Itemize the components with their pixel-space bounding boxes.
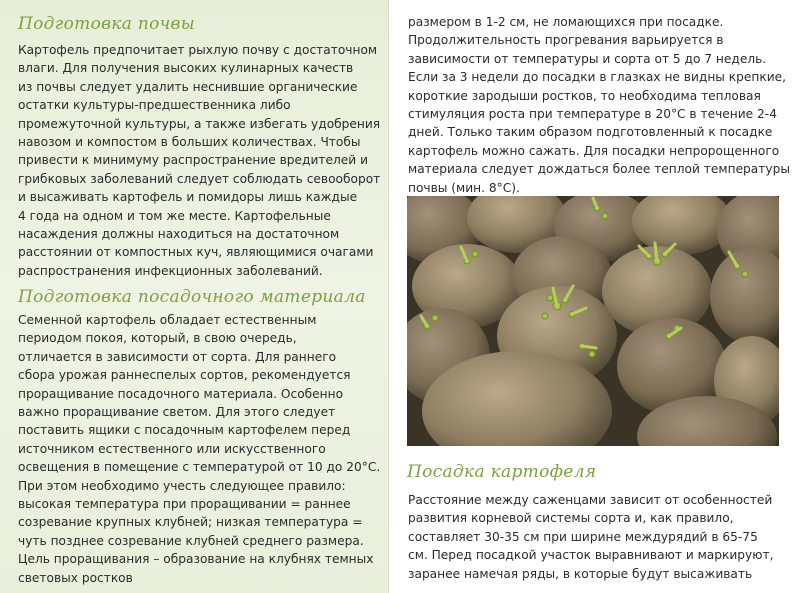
soil-heading: Подготовка почвы — [18, 14, 195, 34]
text-line: отличается в зависимости от сорта. Для раннего — [18, 349, 337, 364]
text-line: привести к минимуму распространение вредителей и — [18, 153, 368, 168]
text-line: сбора урожая раннеспелых сортов, рекомендуется — [18, 368, 351, 383]
text-line: 4 года на одном и том же месте. Картофельные — [18, 208, 331, 223]
text-line: грибковых заболеваний следует соблюдать севооборот — [18, 171, 381, 186]
text-line: световых ростков — [18, 570, 133, 585]
sprouted-potatoes-photo — [407, 196, 779, 446]
text-line: материала следует дождаться более теплой температуры — [408, 162, 790, 177]
text-line: короткие зародыши ростков, то необходима тепловая — [408, 88, 761, 103]
planting-paragraph — [408, 491, 773, 583]
text-line: Расстояние между саженцами зависит от особенностей — [408, 493, 773, 507]
text-line: Продолжительность прогревания варьируется в — [408, 33, 724, 48]
continuation-paragraph — [408, 13, 790, 197]
text-line: развития корневой системы сорта и, как правило, — [408, 511, 734, 526]
text-line: из почвы следует удалить неснившие органические — [18, 79, 358, 94]
text-line: периодом покоя, который, в свою очередь, — [18, 331, 297, 346]
seed-paragraph — [18, 311, 380, 587]
text-line: влаги. Для получения высоких кулинарных качеств — [18, 61, 354, 76]
text-line: насаждения должны находиться на достаточном — [18, 227, 340, 242]
text-line: чуть позднее созревание клубней среднего размера. — [18, 533, 364, 548]
text-line: Картофель предпочитает рыхлую почву с достаточном — [18, 43, 378, 57]
text-line: стимуляция роста при температуре в 20°С в течение 2-4 — [408, 107, 777, 122]
text-line: источником естественного или искусственного — [18, 441, 326, 456]
text-line: созревание крупных клубней; низкая температура = — [18, 515, 363, 530]
seed-heading: Подготовка посадочного материала — [18, 287, 366, 307]
text-line: остатки культуры-предшественника либо — [18, 98, 291, 113]
text-line: см. Перед посадкой участок выравнивают и маркируют, — [408, 548, 774, 563]
text-line: поставить ящики с посадочным картофелем перед — [18, 423, 351, 438]
text-line: высокая температура при проращивании = раннее — [18, 497, 351, 512]
text-line: проращивание посадочного материала. Особенно — [18, 386, 344, 401]
text-line: освещения в помещение с температурой от 10 до 20°С. — [18, 460, 381, 475]
text-line: Если за 3 недели до посадки в глазках не видны крепкие, — [408, 70, 787, 85]
text-line: При этом необходимо учесть следующее правило: — [18, 478, 346, 493]
text-line: составляет 30-35 см при ширине междурядий в 65-75 — [408, 529, 758, 544]
text-line: и высаживать картофель и помидоры лишь каждые — [18, 190, 358, 205]
text-line: Цель проращивания – образование на клубнях темных — [18, 552, 374, 567]
text-line: зависимости от температуры и сорта от 5 до 7 недель. — [408, 51, 767, 66]
text-line: Семенной картофель обладает естественным — [18, 313, 317, 327]
text-line: распространения инфекционных заболеваний. — [18, 263, 323, 278]
left-column-panel — [0, 0, 389, 593]
text-line: промежуточной культуры, а также избегать удобрения — [18, 116, 381, 131]
text-line: заранее намечая ряды, в которые будут высаживать — [408, 566, 753, 581]
text-line: навозом и компостом в больших количествах. Чтобы — [18, 135, 361, 150]
text-line: расстоянии от компостных куч, являющимися очагами — [18, 245, 374, 260]
text-line: размером в 1-2 см, не ломающихся при посадке. — [408, 15, 724, 29]
planting-heading: Посадка картофеля — [407, 462, 597, 482]
soil-paragraph — [18, 41, 380, 280]
text-line: почвы (мин. 8°С). — [408, 180, 520, 195]
text-line: дней. Только таким образом подготовленный к посадке — [408, 125, 773, 140]
text-line: картофель можно сажать. Для посадки непророщенного — [408, 143, 780, 158]
text-line: важно проращивание светом. Для этого следует — [18, 405, 336, 420]
